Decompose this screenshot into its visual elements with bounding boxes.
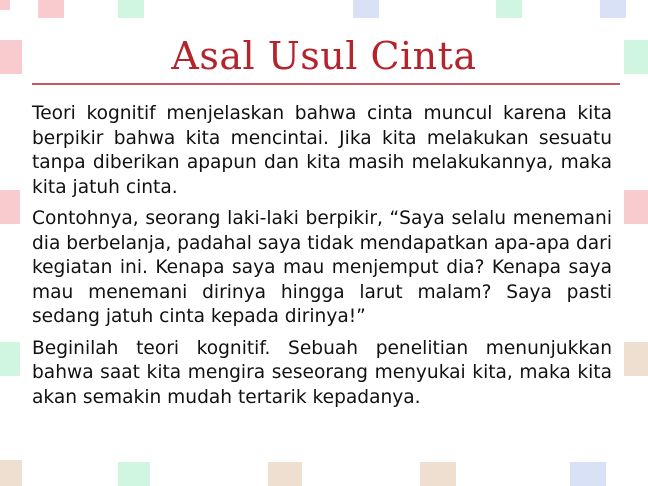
page-title: Asal Usul Cinta [171,34,477,78]
decor-square [118,462,150,486]
decor-square [496,0,522,18]
decor-square [353,0,379,18]
decor-square [0,190,20,224]
body-text [32,102,612,417]
decor-square [624,342,648,376]
paragraph: Contohnya, seorang laki-laki berpikir, “Saya selalu menemani dia berbelanja, padahal saya tidak mendapatkan apa-apa dari kegiatan ini. Kenapa saya mau menjemput dia? Kenapa saya mau menemani dirinya hingga larut malam? Saya pasti sedang jatuh cinta kepada dirinya!” [32,208,612,327]
paragraph: Teori kognitif menjelaskan bahwa cinta muncul karena kita berpikir bahwa kita mencintai. Jika kita melakukan sesuatu tanpa diberikan apapun dan kita masih melakukannya, maka kita jatuh cinta. [32,103,612,198]
decor-square [38,0,64,18]
paragraph: Beginilah teori kognitif. Sebuah penelitian menunjukkan bahwa saat kita mengira seseorang menyukai kita, maka kita akan semakin mudah tertarik kepadanya. [32,337,612,408]
decor-square [570,462,606,486]
decor-square [0,460,22,486]
decor-square [0,0,10,10]
decor-square [0,342,20,376]
decor-square [268,462,302,486]
decor-square [624,190,648,224]
title-divider [32,83,620,85]
decor-square [600,0,626,18]
decor-square [420,462,456,486]
decor-square [118,0,144,18]
